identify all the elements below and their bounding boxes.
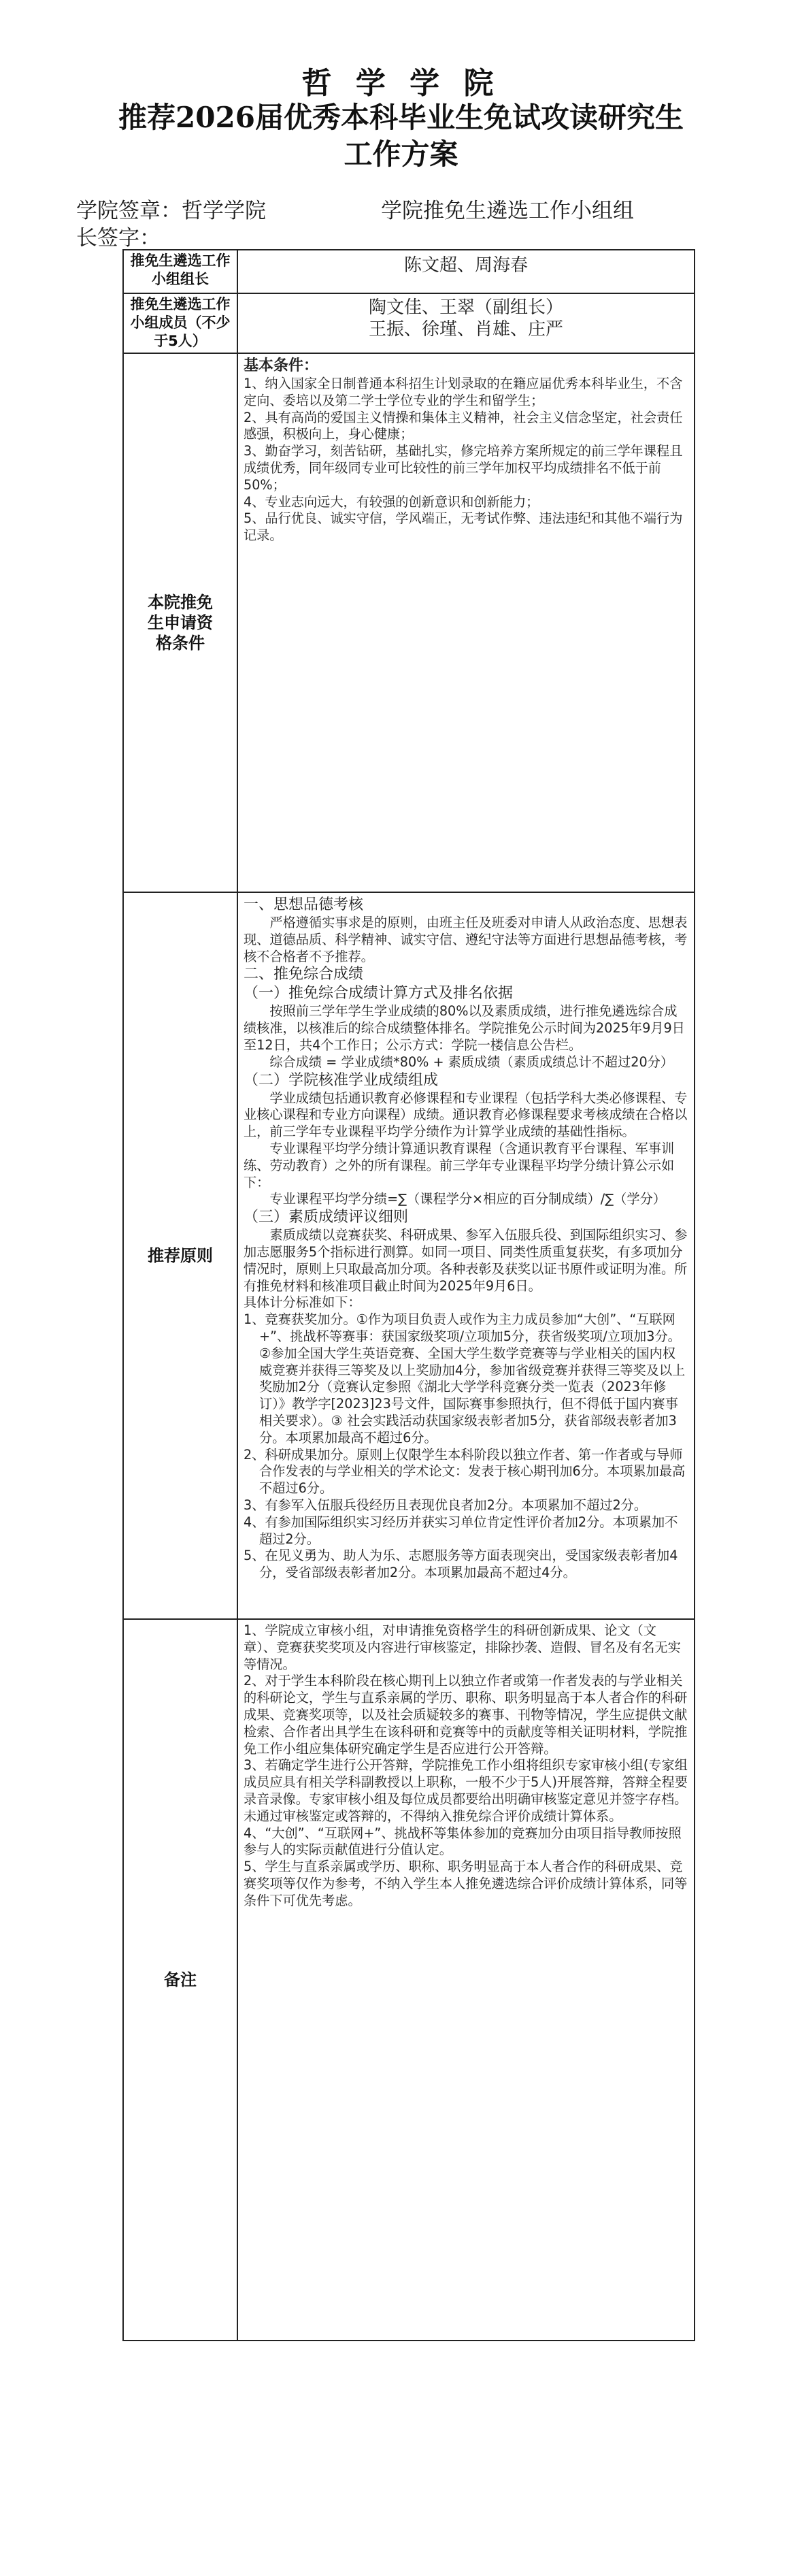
remarks-label-cell [123, 1619, 237, 2341]
remark-item: 2、对于学生本科阶段在核心期刊上以独立作者或第一作者发表的与学业相关的科研论文，学生与直系亲属的学历、职称、职务明显高于本人者合作的科研成果、竞赛奖项等，以及社会质疑较多的赛事、刊物等情况，学生应提供文献检索、合作者出具学生在该科研和竞赛等中的贡献度等相关证明材料，学院推免工作小组应集体研究确定学生是否应进行公开答辩。 [244, 1673, 688, 1757]
members-value-line2: 王振、徐瑾、肖雄、庄严 [368, 319, 563, 340]
college-seal-value: 哲学学院 [182, 199, 266, 223]
members-value-line1: 陶文佳、王翠（副组长） [368, 297, 563, 318]
leader-value: 陈文超、周海春 [403, 255, 528, 276]
conditions-label: 本院推免生申请资格条件 [148, 593, 213, 653]
scoring-item: 1、竞赛获奖加分。①作为项目负责人或作为主力成员参加“大创”、“互联网+”、挑战杯等赛事：获国家级奖项/立项加5分，获省级奖项/立项加3分。②参加全国大学生英语竞赛、全国大学生数学竞赛等与学业相关的国内权威竞赛并获得三等奖及以上奖励加4分，参加省级竞赛并获得三等奖及以上奖励加2分（竞赛认定参照《湖北大学学科竞赛分类一览表（2023年修订）》教学字[2023]23号文件，国际赛事参照执行，但不得低于国内赛事相关要求）。③ 社会实践活动获国家级表彰者加5分，获省部级表彰者加3分。本项累加最高不超过6分。 [244, 1311, 686, 1446]
remark-item: 5、学生与直系亲属或学历、职称、职务明显高于本人者合作的科研成果、竞赛奖项等仅作为参考，不纳入学生本人推免遴选综合评价成绩计算体系，同等条件下可优先考虑。 [244, 1859, 688, 1908]
remarks-label: 备注 [164, 1970, 197, 1989]
section-heading: 一、思想品德考核 [244, 896, 364, 913]
scoring-item: 3、有参军入伍服兵役经历且表现优良者加2分。本项累加不超过2分。 [244, 1497, 648, 1513]
leader-row [123, 250, 695, 293]
section-paragraph: 按照前三学年学生学业成绩的80%以及素质成绩，进行推免遴选综合成绩核准，以核准后的综合成绩整体排名。学院推免公示时间为2025年9月9日至12日，共4个工作日；公示方式：学院一楼信息公告栏。 [244, 1003, 685, 1053]
leader-label: 推免生遴选工作小组组长 [130, 252, 231, 287]
conditions-row [123, 353, 695, 892]
scoring-item: 4、有参加国际组织实习经历并获实习单位肯定性评价者加2分。本项累加不超过2分。 [244, 1514, 678, 1547]
formula-text: 综合成绩 = 学业成绩*80% + 素质成绩（素质成绩总计不超过20分） [269, 1054, 674, 1070]
leader-signature-label: 长签字： [76, 226, 161, 250]
scoring-item: 5、在见义勇为、助人为乐、志愿服务等方面表现突出，受国家级表彰者加4分，受省部级表彰者加2分。本项累加最高不超过4分。 [244, 1548, 678, 1581]
subsection-heading: （三）素质成绩评议细则 [244, 1209, 409, 1226]
leader-value-cell [237, 250, 695, 293]
condition-item: 5、品行优良、诚实守信，学风端正，无考试作弊、违法违纪和其他不端行为记录。 [244, 510, 683, 544]
plan-table [122, 249, 695, 2341]
remark-item: 4、“大创”、“互联网+”、挑战杯等集体参加的竞赛加分由项目指导教师按照参与人的实际贡献值进行分值认定。 [244, 1825, 682, 1858]
subsection-heading: （二）学院核准学业成绩组成 [244, 1071, 439, 1089]
section-paragraph: 学业成绩包括通识教育必修课程和专业课程（包括学科大类必修课程、专业核心课程和专业方向课程）成绩。通识教育必修课程要求考核成绩在合格以上，前三学年专业课程平均学分绩作为计算学业成绩的基础性指标。 [244, 1090, 688, 1140]
section-heading: 二、推免综合成绩 [244, 966, 364, 983]
condition-item: 2、具有高尚的爱国主义情操和集体主义精神，社会主义信念坚定，社会责任感强，积极向上，身心健康； [244, 409, 683, 442]
college-seal-block [76, 197, 321, 252]
section-paragraph: 素质成绩以竞赛获奖、科研成果、参军入伍服兵役、到国际组织实习、参加志愿服务5个指标进行测算。如同一项目、同类性质重复获奖，有多项加分情况时，原则上只取最高加分项。各种表彰及获奖以证书原件或证明为准。所有推免材料和核准项目截止时间为2025年9月6日。 [244, 1227, 688, 1294]
principles-label-cell [123, 892, 237, 1619]
scoring-intro: 具体计分标准如下： [244, 1294, 361, 1311]
college-seal-label: 学院签章： [76, 199, 182, 223]
members-value-cell [237, 293, 695, 353]
conditions-label-cell [123, 353, 237, 892]
conditions-title: 基本条件： [244, 357, 319, 374]
principles-row [123, 892, 695, 1619]
group-signature-block [381, 197, 762, 225]
members-label: 推免生遴选工作小组成员（不少于5人） [130, 296, 231, 349]
remark-item: 3、若确定学生进行公开答辩，学院推免工作小组将组织专家审核小组(专家组成员应具有相关学科副教授以上职称，一般不少于5人)开展答辩，答辩全程要录音录像。专家审核小组及每位成员都要给出明确审核鉴定意见并签字存档。未通过审核鉴定或答辩的，不得纳入推免综合评价成绩计算体系。 [244, 1757, 688, 1824]
remarks-content-cell [237, 1619, 695, 2341]
remark-item: 1、学院成立审核小组，对申请推免资格学生的科研创新成果、论文（文章）、竞赛获奖奖项及内容进行审核鉴定，排除抄袭、造假、冒名及有名无实等情况。 [244, 1623, 681, 1672]
members-row [123, 293, 695, 353]
college-name: 哲 学 学 院 [301, 66, 501, 101]
subsection-heading: （一）推免综合成绩计算方式及排名依据 [244, 985, 514, 1002]
scoring-item: 2、科研成果加分。原则上仅限学生本科阶段以独立作者、第一作者或与导师合作发表的与学业相关的学术论文：发表于核心期刊加6分。本项累加最高不超过6分。 [244, 1446, 686, 1497]
section-paragraph: 专业课程平均学分绩计算通识教育课程（含通识教育平台课程、军事训练、劳动教育）之外的所有课程。前三学年专业课程平均学分绩计算公示如下： [244, 1140, 675, 1190]
group-signature-label: 学院推免生遴选工作小组组 [381, 199, 634, 223]
principles-label: 推荐原则 [148, 1246, 213, 1265]
remarks-row [123, 1619, 695, 2341]
condition-item: 3、勤奋学习，刻苦钻研，基础扎实，修完培养方案所规定的前三学年课程且成绩优秀，同年级同专业可比较性的前三学年加权平均成绩排名不低于前50%； [244, 443, 683, 493]
formula-text: 专业课程平均学分绩=∑（课程学分×相应的百分制成绩）/∑（学分） [269, 1191, 666, 1207]
principles-content-cell [237, 892, 695, 1619]
condition-item: 4、专业志向远大，有较强的创新意识和创新能力； [244, 493, 539, 510]
leader-label-cell [123, 250, 237, 293]
section-paragraph: 严格遵循实事求是的原则，由班主任及班委对申请人从政治态度、思想表现、道德品质、科学精神、诚实守信、遵纪守法等方面进行思想品德考核，考核不合格者不予推荐。 [244, 915, 688, 964]
conditions-content-cell [237, 353, 695, 892]
condition-item: 1、纳入国家全日制普通本科招生计划录取的在籍应届优秀本科毕业生，不含定向、委培以及第二学士学位专业的学生和留学生； [244, 376, 683, 408]
members-label-cell [123, 293, 237, 353]
document-subtitle: 工作方案 [344, 137, 458, 171]
document-title: 推荐2026届优秀本科毕业生免试攻读研究生 [118, 101, 684, 134]
